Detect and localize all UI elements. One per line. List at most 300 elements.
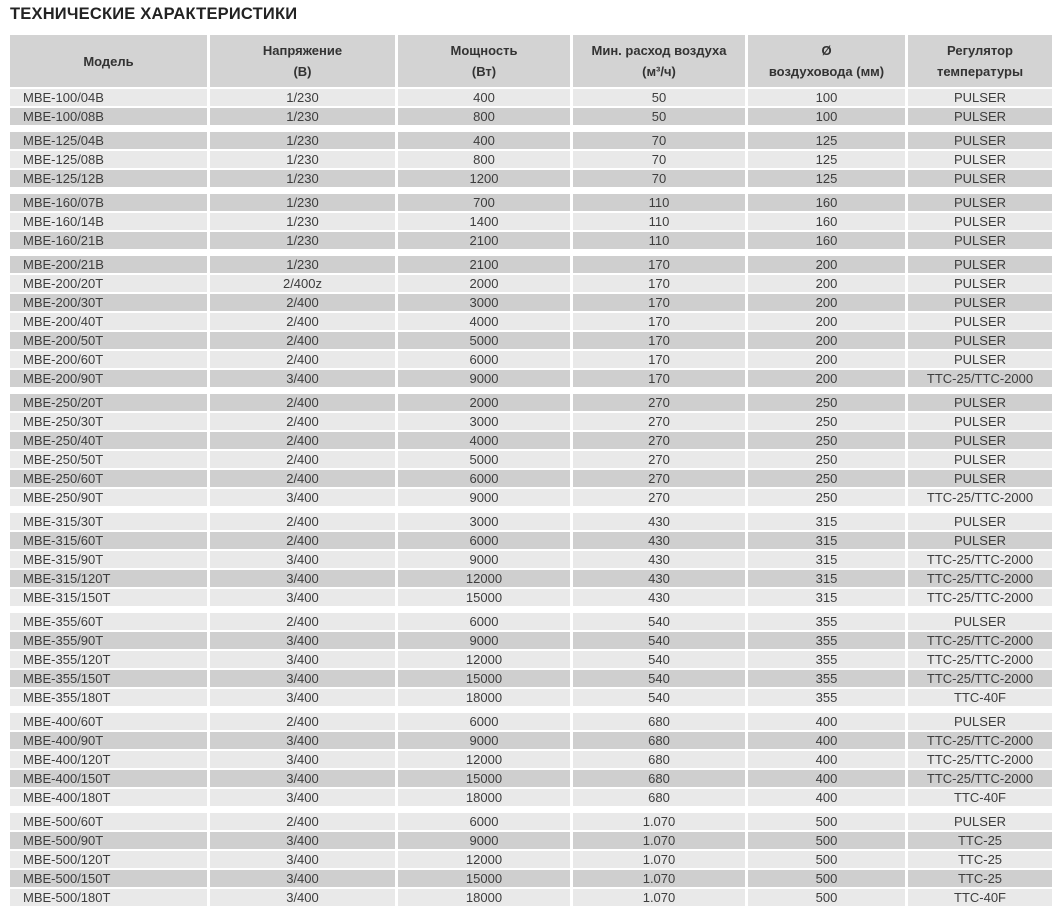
cell-voltage: 3/400 <box>210 851 395 868</box>
cell-regulator: TTC-25/TTC-2000 <box>908 589 1052 606</box>
table-body <box>10 89 1052 906</box>
cell-model: MBE-160/07B <box>10 194 207 211</box>
cell-power: 15000 <box>398 870 570 887</box>
cell-regulator: TTC-25/TTC-2000 <box>908 370 1052 387</box>
cell-regulator: PULSER <box>908 470 1052 487</box>
cell-model: MBE-160/14B <box>10 213 207 230</box>
cell-airflow: 110 <box>573 213 745 230</box>
cell-diameter: 125 <box>748 170 905 187</box>
cell-model: MBE-250/90T <box>10 489 207 506</box>
cell-model: MBE-100/04B <box>10 89 207 106</box>
cell-airflow: 110 <box>573 194 745 211</box>
cell-power: 9000 <box>398 832 570 849</box>
header-line-1: Мин. расход воздуха <box>591 43 727 58</box>
cell-airflow: 110 <box>573 232 745 249</box>
cell-airflow: 430 <box>573 513 745 530</box>
cell-airflow: 680 <box>573 732 745 749</box>
table-row <box>10 789 1052 806</box>
cell-power: 18000 <box>398 889 570 906</box>
cell-diameter: 250 <box>748 394 905 411</box>
table-row <box>10 532 1052 549</box>
cell-regulator: TTC-25/TTC-2000 <box>908 770 1052 787</box>
model-series-group <box>10 256 1052 387</box>
cell-regulator: TTC-25 <box>908 832 1052 849</box>
cell-model: MBE-315/150T <box>10 589 207 606</box>
table-row <box>10 489 1052 506</box>
cell-model: MBE-400/180T <box>10 789 207 806</box>
cell-model: MBE-315/120T <box>10 570 207 587</box>
cell-voltage: 3/400 <box>210 889 395 906</box>
cell-model: MBE-200/90T <box>10 370 207 387</box>
cell-regulator: PULSER <box>908 713 1052 730</box>
cell-regulator: TTC-25/TTC-2000 <box>908 732 1052 749</box>
cell-model: MBE-250/30T <box>10 413 207 430</box>
cell-airflow: 70 <box>573 132 745 149</box>
cell-power: 1400 <box>398 213 570 230</box>
cell-model: MBE-400/60T <box>10 713 207 730</box>
cell-airflow: 170 <box>573 256 745 273</box>
cell-voltage: 3/400 <box>210 589 395 606</box>
cell-regulator: PULSER <box>908 451 1052 468</box>
cell-diameter: 400 <box>748 732 905 749</box>
table-row <box>10 589 1052 606</box>
cell-diameter: 400 <box>748 713 905 730</box>
cell-voltage: 1/230 <box>210 232 395 249</box>
table-row <box>10 394 1052 411</box>
cell-voltage: 3/400 <box>210 832 395 849</box>
table-row <box>10 832 1052 849</box>
cell-voltage: 3/400 <box>210 370 395 387</box>
cell-airflow: 1.070 <box>573 851 745 868</box>
table-row <box>10 413 1052 430</box>
cell-regulator: PULSER <box>908 413 1052 430</box>
cell-power: 12000 <box>398 751 570 768</box>
table-row <box>10 151 1052 168</box>
cell-voltage: 2/400 <box>210 394 395 411</box>
cell-regulator: TTC-40F <box>908 689 1052 706</box>
cell-voltage: 2/400 <box>210 313 395 330</box>
cell-airflow: 1.070 <box>573 813 745 830</box>
cell-power: 12000 <box>398 570 570 587</box>
cell-regulator: PULSER <box>908 432 1052 449</box>
cell-power: 9000 <box>398 370 570 387</box>
cell-diameter: 200 <box>748 313 905 330</box>
spec-table <box>10 35 1052 906</box>
cell-regulator: PULSER <box>908 332 1052 349</box>
table-row <box>10 732 1052 749</box>
cell-airflow: 170 <box>573 351 745 368</box>
header-line-1: Модель <box>83 53 134 69</box>
table-row <box>10 213 1052 230</box>
cell-airflow: 430 <box>573 532 745 549</box>
cell-diameter: 315 <box>748 589 905 606</box>
cell-model: MBE-125/08B <box>10 151 207 168</box>
cell-regulator: PULSER <box>908 613 1052 630</box>
cell-regulator: PULSER <box>908 256 1052 273</box>
model-series-group <box>10 89 1052 125</box>
cell-voltage: 2/400 <box>210 813 395 830</box>
cell-diameter: 160 <box>748 213 905 230</box>
cell-model: MBE-400/90T <box>10 732 207 749</box>
cell-diameter: 200 <box>748 332 905 349</box>
cell-power: 9000 <box>398 551 570 568</box>
cell-regulator: TTC-25/TTC-2000 <box>908 751 1052 768</box>
cell-regulator: PULSER <box>908 275 1052 292</box>
cell-diameter: 100 <box>748 108 905 125</box>
cell-voltage: 3/400 <box>210 551 395 568</box>
cell-diameter: 400 <box>748 789 905 806</box>
cell-diameter: 355 <box>748 651 905 668</box>
table-row <box>10 89 1052 106</box>
cell-diameter: 125 <box>748 132 905 149</box>
cell-power: 6000 <box>398 470 570 487</box>
cell-model: MBE-400/120T <box>10 751 207 768</box>
cell-diameter: 500 <box>748 851 905 868</box>
cell-regulator: TTC-25/TTC-2000 <box>908 570 1052 587</box>
cell-diameter: 315 <box>748 570 905 587</box>
cell-voltage: 2/400 <box>210 713 395 730</box>
cell-regulator: PULSER <box>908 213 1052 230</box>
table-row <box>10 689 1052 706</box>
cell-model: MBE-125/12B <box>10 170 207 187</box>
cell-power: 400 <box>398 132 570 149</box>
table-row <box>10 432 1052 449</box>
cell-model: MBE-250/50T <box>10 451 207 468</box>
cell-diameter: 160 <box>748 194 905 211</box>
column-header-model <box>10 35 207 87</box>
cell-regulator: TTC-25/TTC-2000 <box>908 489 1052 506</box>
table-row <box>10 170 1052 187</box>
cell-airflow: 270 <box>573 489 745 506</box>
cell-model: MBE-315/90T <box>10 551 207 568</box>
cell-airflow: 540 <box>573 632 745 649</box>
cell-model: MBE-400/150T <box>10 770 207 787</box>
cell-power: 3000 <box>398 413 570 430</box>
cell-regulator: PULSER <box>908 151 1052 168</box>
cell-airflow: 50 <box>573 108 745 125</box>
cell-airflow: 680 <box>573 713 745 730</box>
model-series-group <box>10 194 1052 249</box>
cell-airflow: 680 <box>573 789 745 806</box>
cell-diameter: 200 <box>748 351 905 368</box>
cell-power: 12000 <box>398 851 570 868</box>
table-row <box>10 670 1052 687</box>
cell-voltage: 2/400 <box>210 451 395 468</box>
model-series-group <box>10 813 1052 906</box>
cell-regulator: PULSER <box>908 89 1052 106</box>
cell-power: 3000 <box>398 513 570 530</box>
table-row <box>10 632 1052 649</box>
cell-diameter: 315 <box>748 513 905 530</box>
table-row <box>10 570 1052 587</box>
model-series-group <box>10 713 1052 806</box>
cell-voltage: 3/400 <box>210 732 395 749</box>
cell-model: MBE-355/180T <box>10 689 207 706</box>
table-row <box>10 232 1052 249</box>
cell-power: 18000 <box>398 689 570 706</box>
cell-regulator: PULSER <box>908 313 1052 330</box>
cell-regulator: TTC-40F <box>908 789 1052 806</box>
table-row <box>10 651 1052 668</box>
cell-regulator: TTC-25 <box>908 870 1052 887</box>
table-row <box>10 108 1052 125</box>
cell-power: 700 <box>398 194 570 211</box>
cell-voltage: 2/400 <box>210 413 395 430</box>
table-row <box>10 613 1052 630</box>
cell-regulator: PULSER <box>908 394 1052 411</box>
cell-model: MBE-315/30T <box>10 513 207 530</box>
cell-diameter: 355 <box>748 670 905 687</box>
table-header-row <box>10 35 1052 87</box>
column-header-power <box>398 35 570 87</box>
cell-model: MBE-355/90T <box>10 632 207 649</box>
cell-airflow: 50 <box>573 89 745 106</box>
cell-diameter: 355 <box>748 613 905 630</box>
cell-diameter: 200 <box>748 256 905 273</box>
table-row <box>10 513 1052 530</box>
page-title: ТЕХНИЧЕСКИЕ ХАРАКТЕРИСТИКИ <box>10 5 298 23</box>
cell-voltage: 3/400 <box>210 651 395 668</box>
cell-voltage: 3/400 <box>210 870 395 887</box>
cell-voltage: 2/400 <box>210 613 395 630</box>
column-header-airflow <box>573 35 745 87</box>
cell-voltage: 2/400 <box>210 532 395 549</box>
cell-model: MBE-250/40T <box>10 432 207 449</box>
cell-diameter: 315 <box>748 551 905 568</box>
table-row <box>10 813 1052 830</box>
cell-diameter: 125 <box>748 151 905 168</box>
cell-model: MBE-200/40T <box>10 313 207 330</box>
cell-airflow: 540 <box>573 651 745 668</box>
cell-airflow: 270 <box>573 413 745 430</box>
cell-power: 3000 <box>398 294 570 311</box>
cell-diameter: 355 <box>748 632 905 649</box>
cell-diameter: 400 <box>748 751 905 768</box>
cell-power: 18000 <box>398 789 570 806</box>
cell-airflow: 430 <box>573 589 745 606</box>
table-row <box>10 713 1052 730</box>
cell-voltage: 1/230 <box>210 194 395 211</box>
header-line-2: (м³/ч) <box>642 64 676 79</box>
header-line-1: Напряжение <box>262 43 343 58</box>
cell-power: 4000 <box>398 432 570 449</box>
cell-model: MBE-160/21B <box>10 232 207 249</box>
cell-voltage: 3/400 <box>210 489 395 506</box>
cell-voltage: 1/230 <box>210 213 395 230</box>
header-line-1: Регулятор <box>947 43 1013 58</box>
cell-power: 5000 <box>398 451 570 468</box>
cell-model: MBE-200/50T <box>10 332 207 349</box>
cell-airflow: 170 <box>573 275 745 292</box>
cell-regulator: PULSER <box>908 232 1052 249</box>
cell-voltage: 3/400 <box>210 770 395 787</box>
table-row <box>10 332 1052 349</box>
cell-airflow: 540 <box>573 613 745 630</box>
cell-model: MBE-500/120T <box>10 851 207 868</box>
cell-airflow: 70 <box>573 170 745 187</box>
table-row <box>10 851 1052 868</box>
cell-airflow: 270 <box>573 451 745 468</box>
model-series-group <box>10 132 1052 187</box>
cell-power: 15000 <box>398 770 570 787</box>
table-row <box>10 451 1052 468</box>
model-series-group <box>10 613 1052 706</box>
cell-model: MBE-500/150T <box>10 870 207 887</box>
cell-model: MBE-355/150T <box>10 670 207 687</box>
cell-power: 6000 <box>398 813 570 830</box>
cell-regulator: PULSER <box>908 513 1052 530</box>
cell-airflow: 430 <box>573 570 745 587</box>
cell-regulator: PULSER <box>908 194 1052 211</box>
cell-diameter: 200 <box>748 370 905 387</box>
header-line-2: (В) <box>293 64 312 79</box>
header-line-1: Мощность <box>450 43 518 58</box>
cell-diameter: 250 <box>748 432 905 449</box>
cell-power: 4000 <box>398 313 570 330</box>
cell-airflow: 1.070 <box>573 832 745 849</box>
cell-voltage: 3/400 <box>210 670 395 687</box>
cell-voltage: 3/400 <box>210 789 395 806</box>
cell-model: MBE-315/60T <box>10 532 207 549</box>
table-row <box>10 275 1052 292</box>
cell-airflow: 170 <box>573 313 745 330</box>
cell-regulator: TTC-25/TTC-2000 <box>908 651 1052 668</box>
cell-power: 2100 <box>398 256 570 273</box>
cell-diameter: 250 <box>748 451 905 468</box>
cell-voltage: 1/230 <box>210 132 395 149</box>
cell-model: MBE-500/90T <box>10 832 207 849</box>
cell-airflow: 270 <box>573 432 745 449</box>
cell-airflow: 170 <box>573 370 745 387</box>
table-row <box>10 256 1052 273</box>
cell-airflow: 170 <box>573 332 745 349</box>
column-header-voltage <box>210 35 395 87</box>
header-line-2: температуры <box>936 64 1024 79</box>
cell-power: 2100 <box>398 232 570 249</box>
cell-power: 800 <box>398 108 570 125</box>
cell-diameter: 200 <box>748 275 905 292</box>
cell-power: 5000 <box>398 332 570 349</box>
cell-model: MBE-355/60T <box>10 613 207 630</box>
cell-diameter: 250 <box>748 489 905 506</box>
cell-voltage: 1/230 <box>210 89 395 106</box>
table-row <box>10 870 1052 887</box>
cell-airflow: 540 <box>573 689 745 706</box>
cell-voltage: 3/400 <box>210 632 395 649</box>
cell-model: MBE-250/60T <box>10 470 207 487</box>
cell-voltage: 2/400 <box>210 432 395 449</box>
cell-regulator: PULSER <box>908 294 1052 311</box>
cell-airflow: 1.070 <box>573 889 745 906</box>
cell-diameter: 500 <box>748 813 905 830</box>
cell-power: 6000 <box>398 713 570 730</box>
cell-regulator: TTC-25/TTC-2000 <box>908 670 1052 687</box>
cell-voltage: 2/400 <box>210 351 395 368</box>
cell-model: MBE-500/60T <box>10 813 207 830</box>
cell-power: 9000 <box>398 632 570 649</box>
cell-power: 9000 <box>398 732 570 749</box>
cell-power: 2000 <box>398 394 570 411</box>
cell-power: 15000 <box>398 589 570 606</box>
cell-voltage: 2/400 <box>210 470 395 487</box>
cell-power: 800 <box>398 151 570 168</box>
cell-power: 12000 <box>398 651 570 668</box>
cell-model: MBE-100/08B <box>10 108 207 125</box>
cell-diameter: 400 <box>748 770 905 787</box>
cell-regulator: PULSER <box>908 132 1052 149</box>
column-header-duct-diameter <box>748 35 905 87</box>
cell-model: MBE-200/30T <box>10 294 207 311</box>
cell-airflow: 430 <box>573 551 745 568</box>
header-line-2: (Вт) <box>471 64 497 79</box>
cell-voltage: 3/400 <box>210 570 395 587</box>
cell-model: MBE-200/60T <box>10 351 207 368</box>
cell-diameter: 500 <box>748 832 905 849</box>
cell-regulator: PULSER <box>908 108 1052 125</box>
cell-airflow: 170 <box>573 294 745 311</box>
cell-power: 15000 <box>398 670 570 687</box>
cell-voltage: 3/400 <box>210 751 395 768</box>
cell-diameter: 160 <box>748 232 905 249</box>
cell-airflow: 270 <box>573 470 745 487</box>
cell-model: MBE-500/180T <box>10 889 207 906</box>
cell-airflow: 540 <box>573 670 745 687</box>
table-row <box>10 313 1052 330</box>
cell-voltage: 2/400 <box>210 513 395 530</box>
cell-diameter: 100 <box>748 89 905 106</box>
table-row <box>10 470 1052 487</box>
cell-airflow: 270 <box>573 394 745 411</box>
cell-diameter: 315 <box>748 532 905 549</box>
column-header-regulator <box>908 35 1052 87</box>
cell-diameter: 250 <box>748 413 905 430</box>
table-row <box>10 370 1052 387</box>
cell-voltage: 1/230 <box>210 170 395 187</box>
table-row <box>10 132 1052 149</box>
cell-diameter: 500 <box>748 870 905 887</box>
cell-diameter: 200 <box>748 294 905 311</box>
cell-diameter: 500 <box>748 889 905 906</box>
cell-voltage: 1/230 <box>210 151 395 168</box>
cell-airflow: 680 <box>573 751 745 768</box>
cell-voltage: 1/230 <box>210 108 395 125</box>
header-line-1: Ø <box>821 43 832 58</box>
cell-power: 6000 <box>398 351 570 368</box>
header-line-2: воздуховода (мм) <box>768 64 885 79</box>
cell-model: MBE-355/120T <box>10 651 207 668</box>
cell-model: MBE-250/20T <box>10 394 207 411</box>
cell-power: 400 <box>398 89 570 106</box>
cell-airflow: 1.070 <box>573 870 745 887</box>
table-row <box>10 294 1052 311</box>
cell-regulator: TTC-25 <box>908 851 1052 868</box>
table-row <box>10 551 1052 568</box>
cell-regulator: TTC-25/TTC-2000 <box>908 551 1052 568</box>
cell-power: 6000 <box>398 532 570 549</box>
cell-regulator: PULSER <box>908 351 1052 368</box>
model-series-group <box>10 394 1052 506</box>
cell-power: 1200 <box>398 170 570 187</box>
cell-voltage: 2/400z <box>210 275 395 292</box>
table-row <box>10 351 1052 368</box>
table-row <box>10 194 1052 211</box>
model-series-group <box>10 513 1052 606</box>
cell-power: 6000 <box>398 613 570 630</box>
cell-voltage: 2/400 <box>210 294 395 311</box>
cell-voltage: 3/400 <box>210 689 395 706</box>
cell-diameter: 250 <box>748 470 905 487</box>
cell-model: MBE-200/21B <box>10 256 207 273</box>
